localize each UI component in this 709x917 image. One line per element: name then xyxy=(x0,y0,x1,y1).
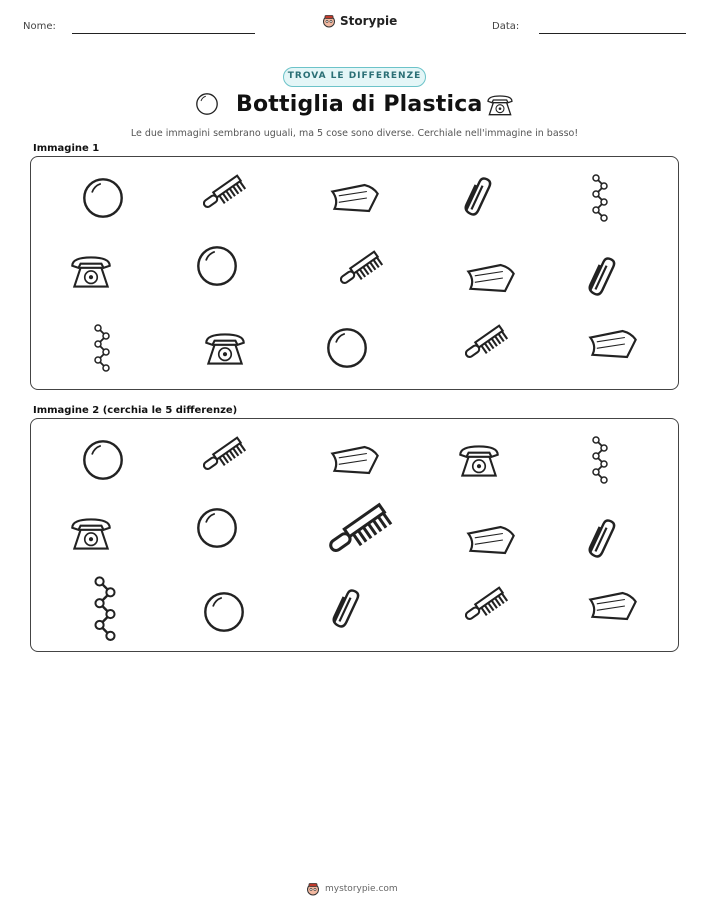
brand-logo xyxy=(322,14,397,28)
paperclip-icon xyxy=(582,516,622,564)
storypie-mascot-icon xyxy=(322,14,336,28)
telephone-icon[interactable] xyxy=(454,438,504,484)
telephone-icon xyxy=(66,250,116,294)
molecule-icon xyxy=(586,436,614,486)
cloth-icon xyxy=(464,520,518,560)
paperclip-icon xyxy=(582,254,622,302)
cloth-icon xyxy=(328,440,382,480)
cloth-icon xyxy=(586,324,640,364)
bubble-icon xyxy=(325,326,369,370)
date-label: Data: xyxy=(492,21,520,32)
paperclip-icon[interactable] xyxy=(326,586,366,634)
name-field[interactable] xyxy=(72,33,255,34)
comb-icon xyxy=(460,322,512,368)
cloth-icon xyxy=(586,586,640,626)
title-telephone-icon xyxy=(484,92,516,118)
comb-icon xyxy=(198,172,250,218)
section1-label: Immagine 1 xyxy=(33,143,100,154)
comb-icon xyxy=(460,584,512,630)
activity-badge: TROVA LE DIFFERENZE xyxy=(283,67,426,87)
cloth-icon xyxy=(464,258,518,298)
comb-icon xyxy=(335,248,387,294)
telephone-icon xyxy=(66,512,116,556)
page-title: Bottiglia di Plastica xyxy=(236,92,483,117)
section2-label: Immagine 2 (cerchia le 5 differenze) xyxy=(33,405,238,416)
bubble-icon xyxy=(195,244,239,288)
bubble-icon xyxy=(81,438,125,482)
molecule-icon[interactable] xyxy=(86,576,124,644)
name-label: Nome: xyxy=(23,21,56,32)
brand-name: Storypie xyxy=(340,14,398,28)
bubble-icon[interactable] xyxy=(202,590,246,634)
date-field[interactable] xyxy=(539,33,686,34)
molecule-icon xyxy=(586,174,614,224)
instructions: Le due immagini sembrano uguali, ma 5 cose sono diverse. Cerchiale nell'immagine in basso! xyxy=(130,128,579,139)
comb-icon[interactable] xyxy=(322,500,398,566)
bubble-icon xyxy=(195,506,239,550)
title-bubble-icon xyxy=(195,92,219,118)
paperclip-icon xyxy=(458,174,498,222)
footer xyxy=(306,882,398,896)
bubble-icon xyxy=(81,176,125,220)
comb-icon xyxy=(198,434,250,480)
storypie-mascot-icon xyxy=(306,882,320,896)
cloth-icon xyxy=(328,178,382,218)
footer-url[interactable]: mystorypie.com xyxy=(325,884,398,894)
molecule-icon xyxy=(88,324,116,374)
telephone-icon xyxy=(200,326,250,372)
